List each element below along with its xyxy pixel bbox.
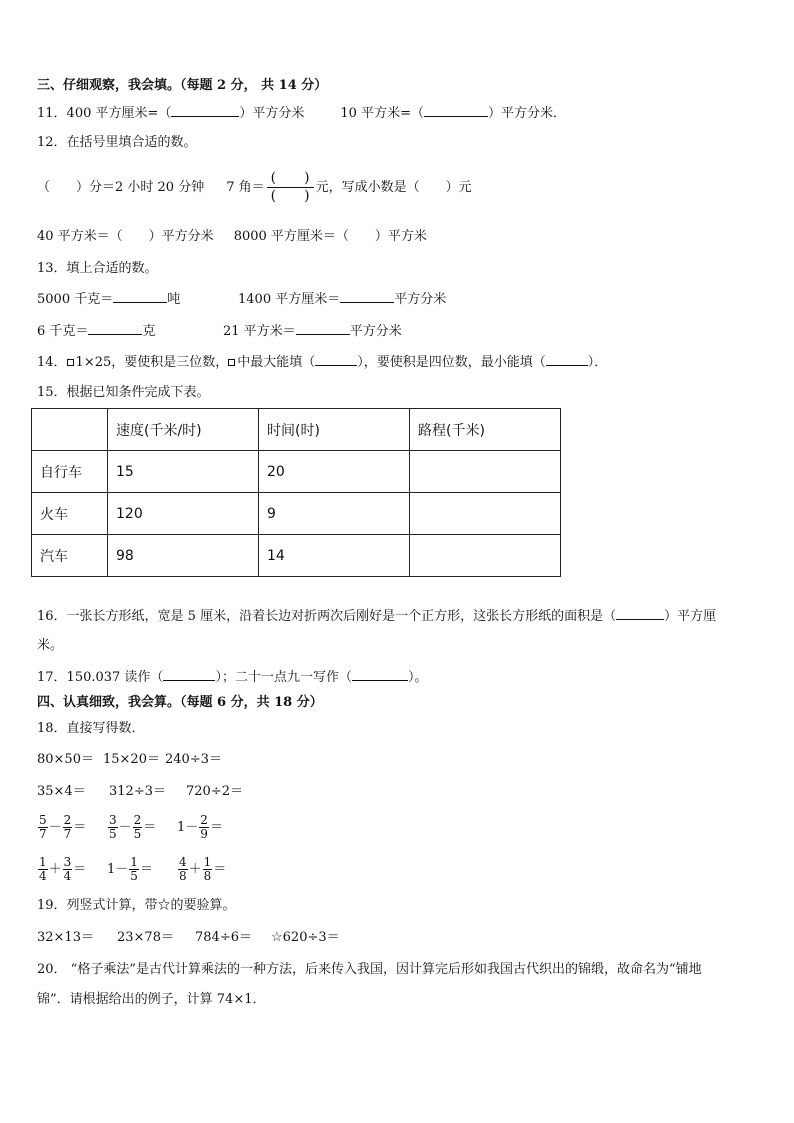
calc-item: 240÷3＝ — [165, 752, 222, 767]
section-3-heading: 三、仔细观察，我会填。（每题 2 分， 共 14 分） — [37, 78, 328, 93]
table-row — [32, 535, 561, 577]
table-cell: 自行车 — [32, 451, 108, 493]
table-cell: 98 — [108, 535, 259, 577]
answer-blank[interactable] — [315, 353, 357, 366]
table-cell: 14 — [259, 535, 410, 577]
answer-blank[interactable] — [296, 322, 350, 335]
table-cell: 火车 — [32, 493, 108, 535]
question-17: 17．150.037 读作（ ）；二十一点九一写作（ ）。 — [37, 670, 428, 685]
calc-row-1 — [37, 751, 222, 769]
table-header-cell: 速度(千米/时) — [108, 409, 259, 451]
table-header-cell — [32, 409, 108, 451]
answer-blank[interactable] — [163, 668, 215, 681]
calc-item: 32×13＝ — [37, 930, 94, 945]
table-header-row — [32, 409, 561, 451]
fraction-blank[interactable]: ( ) ( ) — [267, 170, 314, 205]
table-header-cell: 路程(千米) — [410, 409, 561, 451]
calc-item: 15×20＝ — [103, 752, 160, 767]
calc-item: 312÷3＝ — [109, 784, 166, 799]
question-16-line-2: 米。 — [37, 638, 64, 653]
question-13-row-1b: 1400 平方厘米＝ 平方分米 — [238, 292, 447, 307]
table-header-cell: 时间(时) — [259, 409, 410, 451]
question-20-line-2: 锦”．请根据给出的例子，计算 74×1． — [37, 992, 266, 1007]
question-19-title: 19．列竖式计算，带☆的要验算。 — [37, 898, 236, 913]
question-12-row-2: 40 平方米＝（ ）平方分米 8000 平方厘米＝（ ）平方米 — [37, 229, 427, 244]
question-12-row-1: （ ）分＝2 小时 20 分钟 7 角＝ ( ) ( ) 元，写成小数是（ ）元 — [37, 170, 472, 204]
table-cell: 120 — [108, 493, 259, 535]
question-19-items — [37, 929, 340, 947]
question-12-title: 12．在括号里填合适的数。 — [37, 135, 197, 150]
table-answer-cell[interactable] — [410, 493, 561, 535]
answer-blank[interactable] — [340, 290, 394, 303]
calc-item: 784÷6＝ — [195, 930, 252, 945]
square-box-icon — [67, 359, 74, 366]
table-cell: 9 — [259, 493, 410, 535]
calc-item: 1－ $\frac{2}{9}$ ＝ — [177, 813, 223, 841]
table-cell: 汽车 — [32, 535, 108, 577]
table-row — [32, 493, 561, 535]
answer-blank[interactable] — [616, 607, 664, 620]
calc-item: ☆620÷3＝ — [271, 930, 340, 945]
fraction-row-1 — [37, 811, 223, 845]
question-16-line-1: 16．一张长方形纸，宽是 5 厘米，沿着长边对折两次后刚好是一个正方形，这张长方形纸的面积是（ ）平方厘 — [37, 609, 717, 624]
table-answer-cell[interactable] — [410, 451, 561, 493]
calc-item: $\frac{5}{7}$ － $\frac{2}{7}$ ＝ — [39, 813, 87, 841]
answer-blank[interactable] — [424, 104, 488, 117]
calc-item: $\frac{3}{5}$ － $\frac{2}{5}$ ＝ — [109, 813, 157, 841]
calc-item: 35×4＝ — [37, 784, 86, 799]
calc-row-2 — [37, 783, 243, 801]
question-13-row-2b: 21 平方米＝ 平方分米 — [223, 324, 402, 339]
square-box-icon — [228, 359, 235, 366]
question-11: 11．400 平方厘米=（ ）平方分米 10 平方米=（ ）平方分米． — [37, 106, 566, 121]
table-answer-cell[interactable] — [410, 535, 561, 577]
calc-item: 80×50＝ — [37, 752, 94, 767]
table-row — [32, 451, 561, 493]
calc-item: 1－ $\frac{1}{5}$ ＝ — [107, 855, 153, 883]
answer-blank[interactable] — [171, 104, 239, 117]
table-cell: 20 — [259, 451, 410, 493]
question-20-line-1: 20． “格子乘法”是古代计算乘法的一种方法，后来传入我国，因计算完后形如我国古代织出的锦缎，故命名为“铺地 — [37, 962, 702, 977]
answer-blank[interactable] — [546, 353, 588, 366]
calc-item: $\frac{4}{8}$ ＋ $\frac{1}{8}$ ＝ — [179, 855, 227, 883]
question-15-title: 15．根据已知条件完成下表。 — [37, 385, 210, 400]
question-14: 14． 1×25，要使积是三位数， 中最大能填（ ），要使积是四位数，最小能填（ ）． — [37, 355, 608, 370]
question-13-row-1: 5000 千克＝ 吨 — [37, 292, 181, 307]
calc-item: 720÷2＝ — [186, 784, 243, 799]
answer-blank[interactable] — [352, 668, 408, 681]
section-4-heading: 四、认真细致，我会算。（每题 6 分，共 18 分） — [37, 695, 323, 710]
question-13-row-2: 6 千克＝ 克 — [37, 324, 156, 339]
calc-item: 23×78＝ — [117, 930, 174, 945]
answer-blank[interactable] — [113, 290, 167, 303]
calc-item: $\frac{1}{4}$ ＋ $\frac{3}{4}$ ＝ — [39, 855, 87, 883]
table-cell: 15 — [108, 451, 259, 493]
question-13-title: 13．填上合适的数。 — [37, 261, 158, 276]
answer-blank[interactable] — [88, 322, 142, 335]
data-table — [31, 408, 561, 577]
fraction-row-2 — [37, 853, 226, 887]
question-18-title: 18．直接写得数． — [37, 721, 145, 736]
